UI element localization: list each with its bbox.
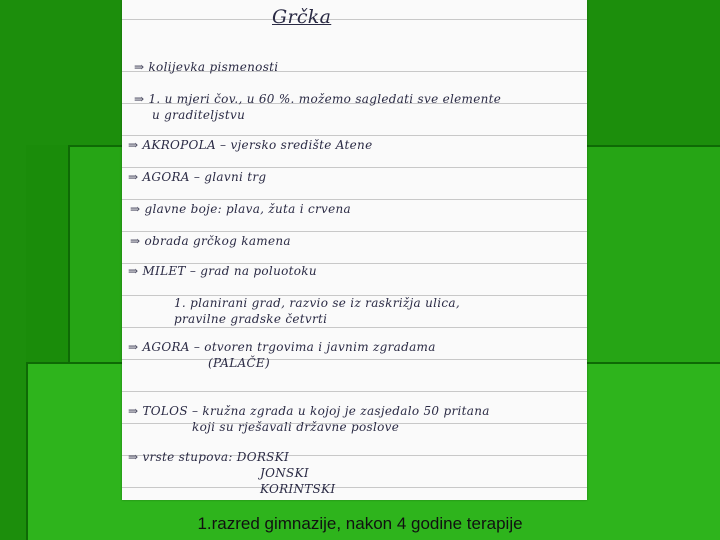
note-line: ⇒ AGORA – otvoren trgovima i javnim zgradama — [128, 340, 436, 354]
note-title: Grčka — [272, 6, 332, 28]
note-line: ⇒ TOLOS – kružna zgrada u kojoj je zasjedalo 50 pritana — [128, 404, 490, 418]
note-line: u graditeljstvu — [152, 108, 246, 122]
note-line: (PALAČE) — [208, 356, 270, 370]
slide-caption: 1.razred gimnazije, nakon 4 godine terapije — [197, 514, 523, 533]
note-line: ⇒ vrste stupova: DORSKI — [128, 450, 290, 464]
note-line: pravilne gradske četvrti — [174, 312, 328, 326]
note-line: ⇒ glavne boje: plava, žuta i crvena — [130, 202, 352, 216]
note-line: KORINTSKI — [260, 482, 336, 496]
note-line: 1. planirani grad, razvio se iz raskrižja ulica, — [174, 296, 460, 310]
note-line: JONSKI — [260, 466, 309, 480]
note-line: ⇒ obrada grčkog kamena — [130, 234, 291, 248]
note-line: ⇒ MILET – grad na poluotoku — [128, 264, 317, 278]
note-line: ⇒ AKROPOLA – vjersko središte Atene — [128, 138, 373, 152]
note-line: ⇒ kolijevka pismenosti — [134, 60, 279, 74]
note-line: koji su rješavali državne poslove — [192, 420, 400, 434]
background-left — [0, 145, 26, 540]
note-line: ⇒ 1. u mjeri čov., u 60 %. možemo sagledati sve elemente — [134, 92, 502, 106]
note-line: ⇒ AGORA – glavni trg — [128, 170, 267, 184]
handwritten-note-sheet — [122, 0, 587, 500]
